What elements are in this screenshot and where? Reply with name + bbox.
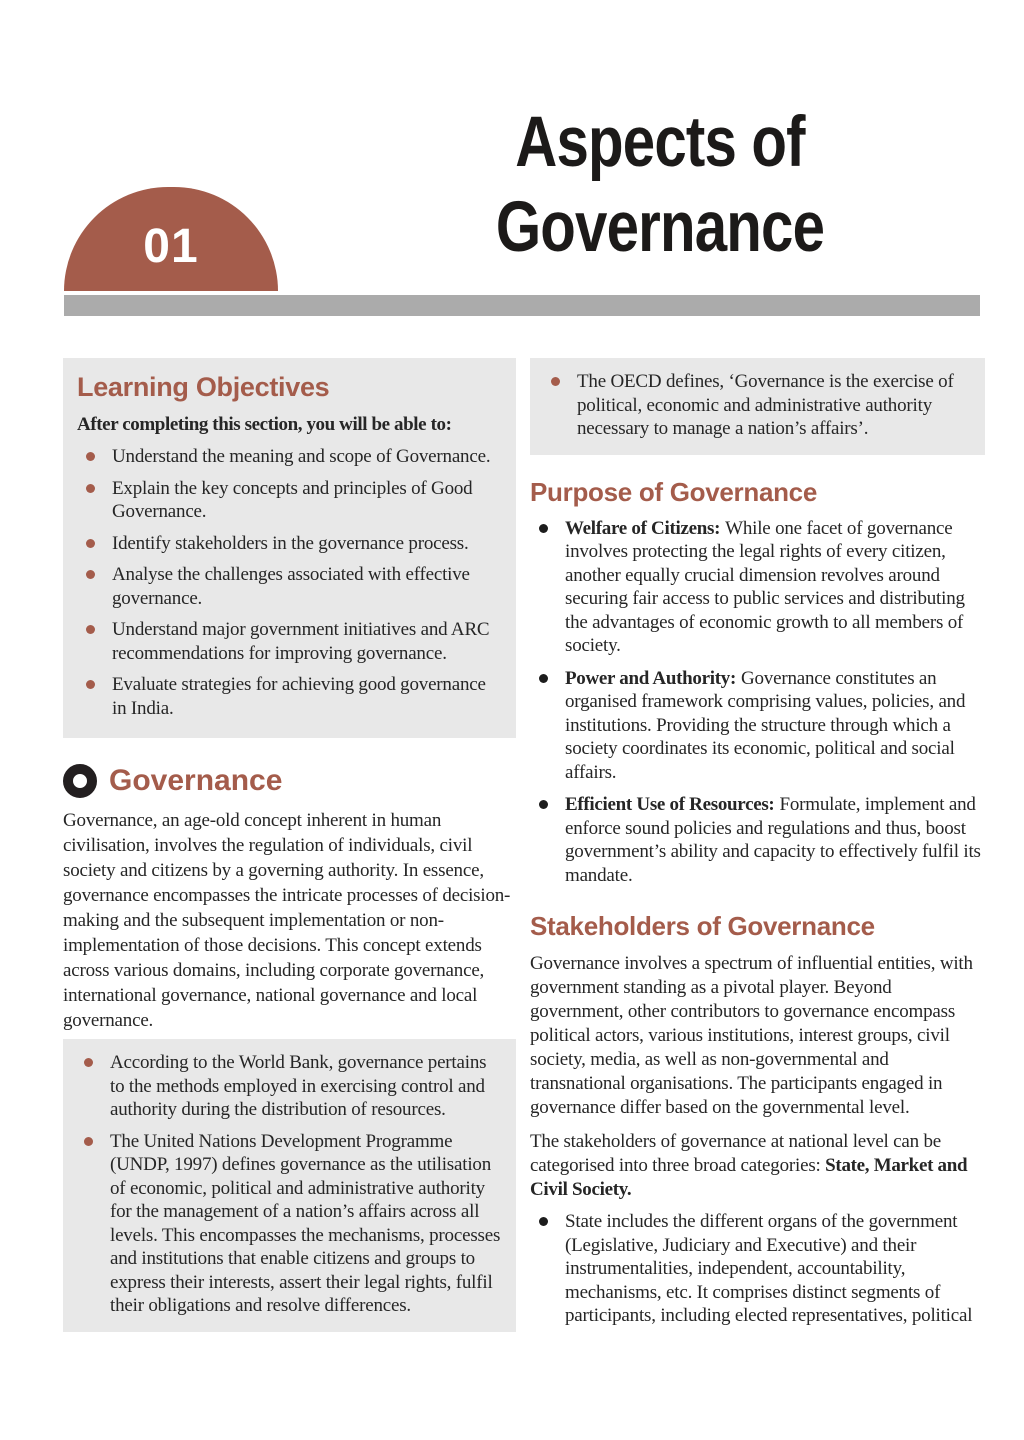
chapter-number-badge	[64, 187, 278, 291]
chapter-number: 01	[143, 219, 199, 273]
stakeholders-paragraph-1: Governance involves a spectrum of influential entities, with government standing as a pivotal player. Beyond government, other contributors to governance encompass political actors, various institutions, interest groups, civil society, media, as well as non-governmental and transnational organisations. The participants engaged in governance differ based on the governmental level.	[530, 953, 973, 1118]
chapter-title-line1: Aspects of	[515, 103, 805, 182]
list-item: State includes the different organs of the government (Legislative, Judiciary and Executive) and their instrumentalities, independent, accountability, mechanisms, etc. It comprises distinct segments of participants, including elected representatives, political	[530, 1210, 985, 1328]
header-divider-bar	[64, 295, 980, 316]
bullet-icon	[539, 1217, 548, 1226]
learning-objectives-intro: After completing this section, you will be able to:	[77, 414, 452, 435]
bullet-icon	[86, 539, 95, 548]
purpose-list	[530, 517, 985, 888]
oecd-list	[542, 370, 971, 441]
learning-objectives-box	[63, 358, 516, 738]
bullet-icon	[86, 452, 95, 461]
bullet-icon	[86, 680, 95, 689]
list-item: Understand major government initiatives and ARC recommendations for improving governance.	[77, 618, 502, 665]
bullet-icon	[551, 377, 560, 386]
stakeholders-heading: Stakeholders of Governance	[530, 911, 875, 941]
list-item: According to the World Bank, governance pertains to the methods employed in exercising control and authority during the distribution of resources.	[75, 1051, 502, 1122]
governance-paragraph: Governance, an age-old concept inherent in human civilisation, involves the regulation of individuals, civil society and citizens by a governing authority. In essence, governance encompasses the intricate processes of decision-making and the subsequent implementation or non-implementation of those decisions. This concept extends across various domains, including corporate governance, international governance, national governance and local governance.	[63, 810, 511, 1031]
chapter-title	[406, 100, 914, 270]
governance-heading: Governance	[109, 764, 283, 797]
chapter-title-line2: Governance	[495, 188, 825, 267]
left-column	[63, 358, 516, 1332]
list-item: Identify stakeholders in the governance process.	[77, 532, 502, 556]
definitions-box	[63, 1039, 516, 1332]
stakeholders-list	[530, 1210, 985, 1328]
bullet-icon	[539, 674, 548, 683]
list-item: Analyse the challenges associated with effective governance.	[77, 563, 502, 610]
list-item: The OECD defines, ‘Governance is the exercise of political, economic and administrative authority necessary to manage a nation’s affairs’.	[542, 370, 971, 441]
bullet-icon	[84, 1058, 93, 1067]
purpose-heading: Purpose of Governance	[530, 476, 818, 507]
governance-heading-row	[63, 764, 516, 798]
learning-objectives-heading: Learning Objectives	[77, 372, 330, 402]
stakeholders-categories-bold: State, Market and Civil Society.	[530, 1155, 968, 1200]
stakeholders-paragraph-2: The stakeholders of governance at national level can be categorised into three broad categories: State, Market and Civil Society.	[530, 1131, 968, 1200]
bullet-icon	[84, 1137, 93, 1146]
list-item: Explain the key concepts and principles of Good Governance.	[77, 477, 502, 524]
governance-section	[63, 764, 516, 1332]
bullet-icon	[539, 800, 548, 809]
right-column	[530, 358, 985, 1328]
ring-icon	[63, 764, 97, 798]
bullet-icon	[539, 524, 548, 533]
bullet-icon	[86, 484, 95, 493]
list-item: Understand the meaning and scope of Governance.	[77, 445, 502, 469]
oecd-definition-box	[530, 358, 985, 455]
learning-objectives-list	[77, 445, 502, 720]
definitions-list	[75, 1051, 502, 1318]
list-item: Power and Authority: Governance constitutes an organised framework comprising values, policies, and institutions. Providing the structure through which a society coordinates its economic, political and social affairs.	[530, 667, 985, 785]
list-item: The United Nations Development Programme (UNDP, 1997) defines governance as the utilisation of economic, political and administrative authority for the management of a nation’s affairs across all levels. This encompasses the mechanisms, processes and institutions that enable citizens and groups to express their interests, assert their legal rights, fulfil their obligations and resolve differences.	[75, 1130, 502, 1318]
list-item: Evaluate strategies for achieving good governance in India.	[77, 673, 502, 720]
list-item: Efficient Use of Resources: Formulate, implement and enforce sound policies and regulations and thus, boost government’s ability and capacity to effectively fulfil its mandate.	[530, 793, 985, 887]
list-item: Welfare of Citizens: While one facet of governance involves protecting the legal rights of every citizen, another equally crucial dimension revolves around securing fair access to public services and distributing the advantages of economic growth to all members of society.	[530, 517, 985, 658]
bullet-icon	[86, 570, 95, 579]
bullet-icon	[86, 625, 95, 634]
